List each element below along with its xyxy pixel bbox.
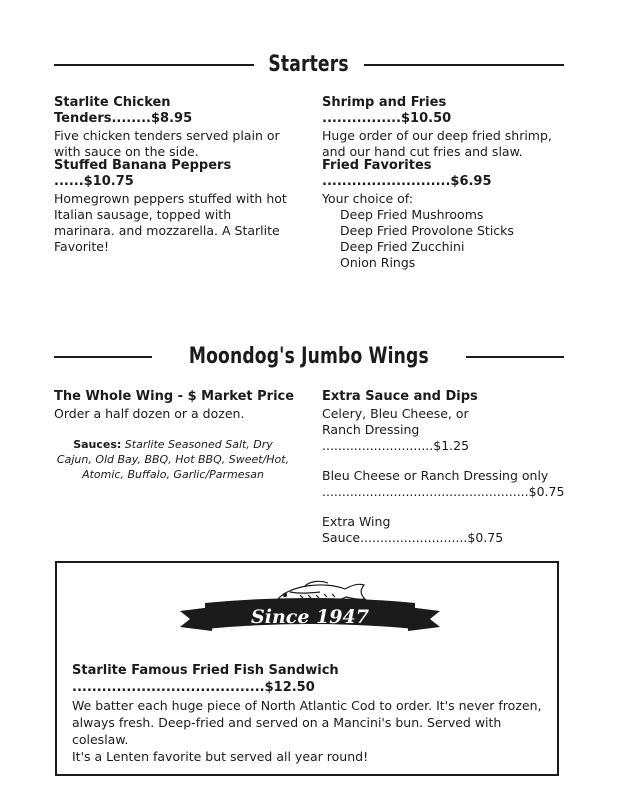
since-1947-banner xyxy=(160,573,460,643)
item-description: Your choice of: xyxy=(322,191,413,206)
header-rule-right xyxy=(466,356,564,358)
menu-item-banana-peppers xyxy=(54,158,294,255)
item-description-line-3: It's a Lenten favorite but served all year round! xyxy=(72,749,369,764)
extras-line-2: Ranch Dressing ............................$1.25 xyxy=(322,422,470,453)
item-description: Five chicken tenders served plain or with sauce on the side. xyxy=(54,128,280,159)
sauces-label: Sauces: xyxy=(73,438,122,451)
extras-line-4: ....................................................$0.75 xyxy=(322,484,565,499)
menu-item-whole-wing xyxy=(54,389,304,422)
option-onion-rings: Onion Rings xyxy=(340,255,416,270)
item-name: Extra Sauce and Dips xyxy=(322,389,478,404)
item-name: Starlite Chicken Tenders........$8.95 xyxy=(54,95,193,126)
menu-item-fish-sandwich xyxy=(72,662,547,765)
sauces-list xyxy=(54,437,292,482)
item-name: Shrimp and Fries ................$10.50 xyxy=(322,95,452,126)
header-rule-left xyxy=(54,356,152,358)
option-zucchini: Deep Fried Zucchini xyxy=(340,239,465,254)
extras-line-3: Bleu Cheese or Ranch Dressing only xyxy=(322,468,549,483)
wings-title: Moondog's Jumbo Wings xyxy=(189,344,430,369)
option-provolone: Deep Fried Provolone Sticks xyxy=(340,223,514,238)
header-rule-left xyxy=(54,64,254,66)
sauces-text: Starlite Seasoned Salt, Dry Cajun, Old Bay, BBQ, Hot BBQ, Sweet/Hot, Atomic, Buffalo, Garlic/Parmesan xyxy=(56,438,290,481)
banner-text: Since 1947 xyxy=(251,606,369,628)
item-description: Huge order of our deep fried shrimp, and our hand cut fries and slaw. xyxy=(322,128,552,159)
menu-item-fried-favorites xyxy=(322,158,567,271)
option-mushrooms: Deep Fried Mushrooms xyxy=(340,207,484,222)
item-description: Order a half dozen or a dozen. xyxy=(54,406,245,421)
item-name: Stuffed Banana Peppers ......$10.75 xyxy=(54,158,232,189)
menu-item-extra-sauce xyxy=(322,389,567,546)
starters-title: Starters xyxy=(268,52,350,77)
extras-line-1: Celery, Bleu Cheese, or xyxy=(322,406,469,421)
menu-item-shrimp-fries xyxy=(322,95,567,160)
wings-header xyxy=(54,344,564,369)
extras-line-5: Extra Wing Sauce...........................$0.75 xyxy=(322,514,504,545)
item-description-line-1: We batter each huge piece of North Atlantic Cod to order. It's never frozen, xyxy=(72,698,542,713)
item-name: Fried Favorites ..........................$6.95 xyxy=(322,158,492,189)
item-name: Starlite Famous Fried Fish Sandwich .......................................$12.50 xyxy=(72,663,339,695)
item-name: The Whole Wing - $ Market Price xyxy=(54,389,295,404)
header-rule-right xyxy=(364,64,564,66)
item-description-line-2: always fresh. Deep-fried and served on a Mancini's bun. Served with coleslaw. xyxy=(72,715,502,747)
item-description: Homegrown peppers stuffed with hot Italian sausage, topped with marinara. and mozzarella. A Starlite Favorite! xyxy=(54,191,287,254)
starters-header xyxy=(54,52,564,77)
menu-item-chicken-tenders xyxy=(54,95,294,160)
